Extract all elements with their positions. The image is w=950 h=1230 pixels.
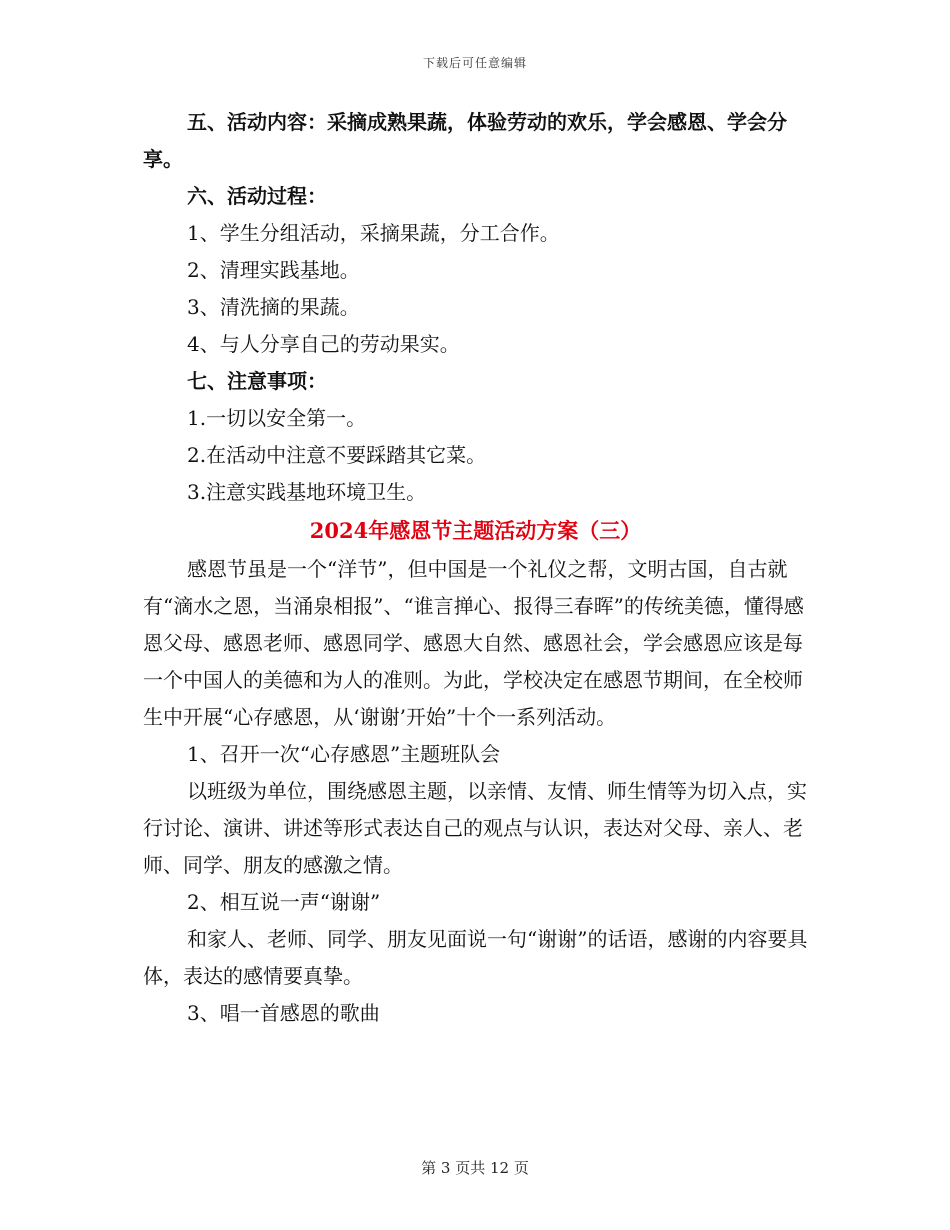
- section-6-heading: 六、活动过程：: [187, 184, 327, 208]
- section-5-text: 五、活动内容：采摘成熟果蔬，体验劳动的欢乐，学会感恩、学会分享。: [143, 110, 787, 171]
- page-header: 下载后可任意编辑: [422, 56, 527, 70]
- activity-3-heading: 3、唱一首感恩的歌曲: [187, 1001, 380, 1025]
- activity-1-heading: 1、召开一次“心存感恩”主题班队会: [187, 742, 501, 766]
- section-7-heading: 七、注意事项：: [187, 369, 327, 393]
- document-body: [143, 104, 808, 1032]
- section-5-content: [143, 104, 808, 178]
- list-item: 2.在活动中注意不要踩踏其它菜。: [187, 443, 487, 467]
- activity-2-text: 和家人、老师、同学、朋友见面说一句“谢谢”的话语，感谢的内容要具体，表达的感情要真挚。: [143, 927, 808, 988]
- section-title: 2024年感恩节主题活动方案（三）: [309, 518, 642, 543]
- list-item: 1.一切以安全第一。: [187, 406, 367, 430]
- list-item: 2、清理实践基地。: [187, 258, 360, 282]
- list-item: 4、与人分享自己的劳动果实。: [187, 332, 460, 356]
- list-item: 3、清洗摘的果蔬。: [187, 295, 360, 319]
- page-footer: 第 3 页共 12 页: [421, 1159, 529, 1177]
- list-item: 3.注意实践基地环境卫生。: [187, 480, 427, 504]
- activity-1-text: 以班级为单位，围绕感恩主题，以亲情、友情、师生情等为切入点，实行讨论、演讲、讲述等形式表达自己的观点与认识，表达对父母、亲人、老师、同学、朋友的感激之情。: [143, 779, 807, 877]
- list-item: 1、学生分组活动，采摘果蔬，分工合作。: [187, 221, 560, 245]
- activity-2-heading: 2、相互说一声“谢谢”: [187, 890, 381, 914]
- intro-paragraph: 感恩节虽是一个“洋节”，但中国是一个礼仪之帮，文明古国，自古就有“滴水之恩，当涌泉相报”、“谁言掸心、报得三春晖”的传统美德，懂得感恩父母、感恩老师、感恩同学、感恩大自然、感恩社会，学会感恩应该是每一个中国人的美德和为人的准则。为此，学校决定在感恩节期间，在全校师生中开展“心存感恩，从‘谢谢’开始”十个一系列活动。: [143, 557, 804, 729]
